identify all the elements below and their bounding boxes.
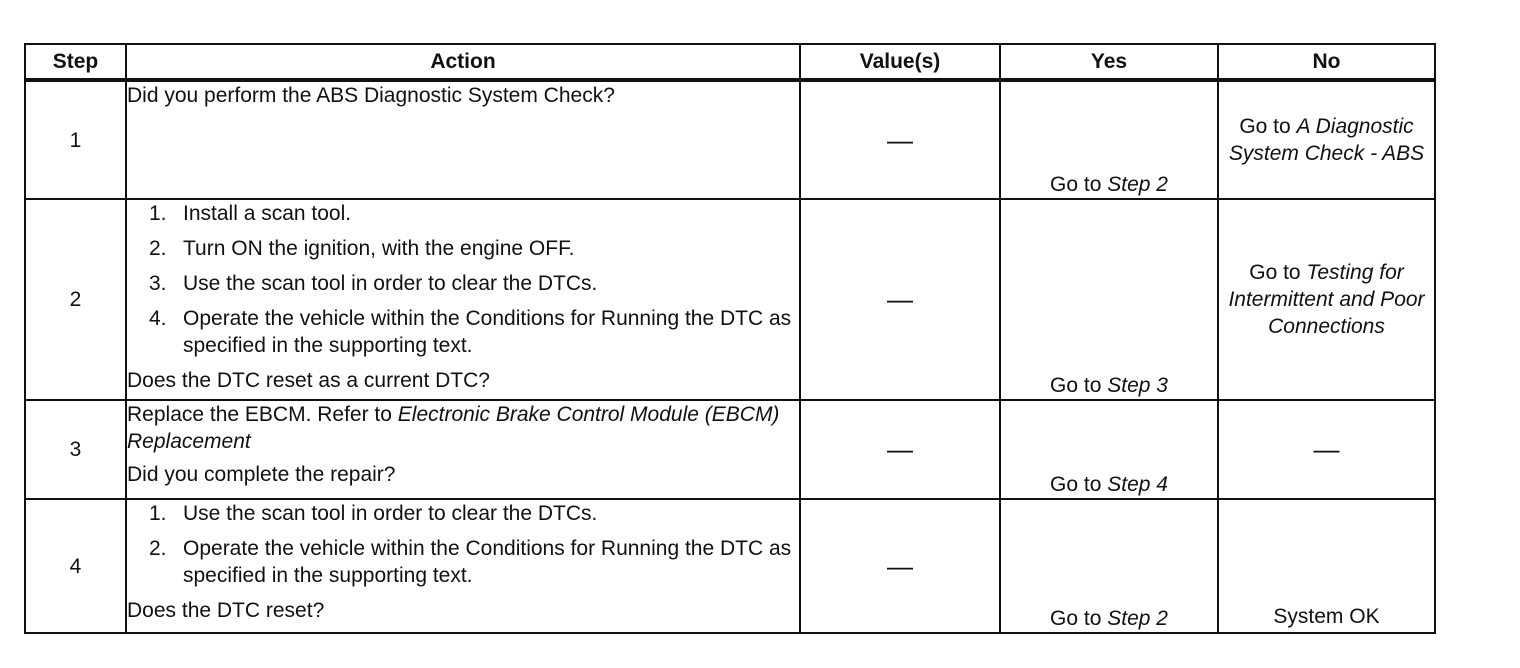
no-cell: — [1218,400,1435,499]
no-cell [1218,199,1435,400]
instruction-reference-link[interactable]: Electronic Brake Control Module (EBCM) Replacement [127,403,780,453]
no-cell: System OK [1218,499,1435,633]
header-row [25,44,1435,80]
value-cell: — [800,80,1000,199]
value-cell: — [800,400,1000,499]
no-reference-link[interactable]: A Diagnostic System Check - ABS [1228,115,1425,165]
no-prefix: Go to [1239,115,1291,138]
step-number: 2 [25,199,126,400]
yes-cell [1000,400,1218,499]
no-prefix: Go to [1249,261,1301,284]
list-item-text: Operate the vehicle within the Conditions for Running the DTC as specified in the supporting text. [183,307,792,357]
list-item [127,535,799,589]
list-item-number: 3. [149,272,167,295]
value-cell: — [800,499,1000,633]
yes-prefix: Go to [1050,607,1102,630]
list-item-text: Install a scan tool. [183,202,352,225]
table-row [25,199,1435,400]
yes-step-link[interactable]: Step 2 [1107,607,1168,630]
table-row [25,80,1435,199]
action-steps-list [127,200,799,359]
step-number: 1 [25,80,126,199]
action-cell [126,400,800,499]
list-item [127,500,799,527]
instruction-prefix: Replace the EBCM. Refer to [127,403,392,426]
action-cell [126,80,800,199]
table-row [25,499,1435,633]
no-cell [1218,80,1435,199]
yes-cell [1000,199,1218,400]
yes-step-link[interactable]: Step 3 [1107,374,1168,397]
header-yes: Yes [1000,44,1218,80]
yes-step-link[interactable]: Step 4 [1107,473,1168,496]
action-question: Did you complete the repair? [127,463,396,486]
diagnostic-table [24,43,1436,634]
no-reference-link[interactable]: Testing for Intermittent and Poor Connections [1228,261,1425,338]
yes-prefix: Go to [1050,374,1102,397]
action-steps-list [127,500,799,589]
list-item-text: Turn ON the ignition, with the engine OFF. [183,237,575,260]
list-item-text: Operate the vehicle within the Conditions for Running the DTC as specified in the supporting text. [183,537,792,587]
action-question: Does the DTC reset? [127,599,325,622]
list-item [127,235,799,262]
yes-prefix: Go to [1050,173,1102,196]
yes-cell [1000,80,1218,199]
list-item-text: Use the scan tool in order to clear the DTCs. [183,502,598,525]
yes-prefix: Go to [1050,473,1102,496]
action-instruction [127,401,799,455]
action-cell [126,199,800,400]
value-cell: — [800,199,1000,400]
step-number: 4 [25,499,126,633]
header-values: Value(s) [800,44,1000,80]
action-question: Did you perform the ABS Diagnostic System Check? [127,84,615,107]
list-item [127,270,799,297]
list-item [127,200,799,227]
step-number: 3 [25,400,126,499]
header-step: Step [25,44,126,80]
header-no: No [1218,44,1435,80]
list-item-number: 1. [149,502,167,525]
action-cell [126,499,800,633]
list-item-number: 4. [149,307,167,330]
yes-cell [1000,499,1218,633]
list-item-number: 2. [149,537,167,560]
action-question: Does the DTC reset as a current DTC? [127,369,490,392]
list-item-text: Use the scan tool in order to clear the DTCs. [183,272,598,295]
list-item-number: 1. [149,202,167,225]
yes-step-link[interactable]: Step 2 [1107,173,1168,196]
list-item-number: 2. [149,237,167,260]
table-row [25,400,1435,499]
header-action: Action [126,44,800,80]
list-item [127,305,799,359]
